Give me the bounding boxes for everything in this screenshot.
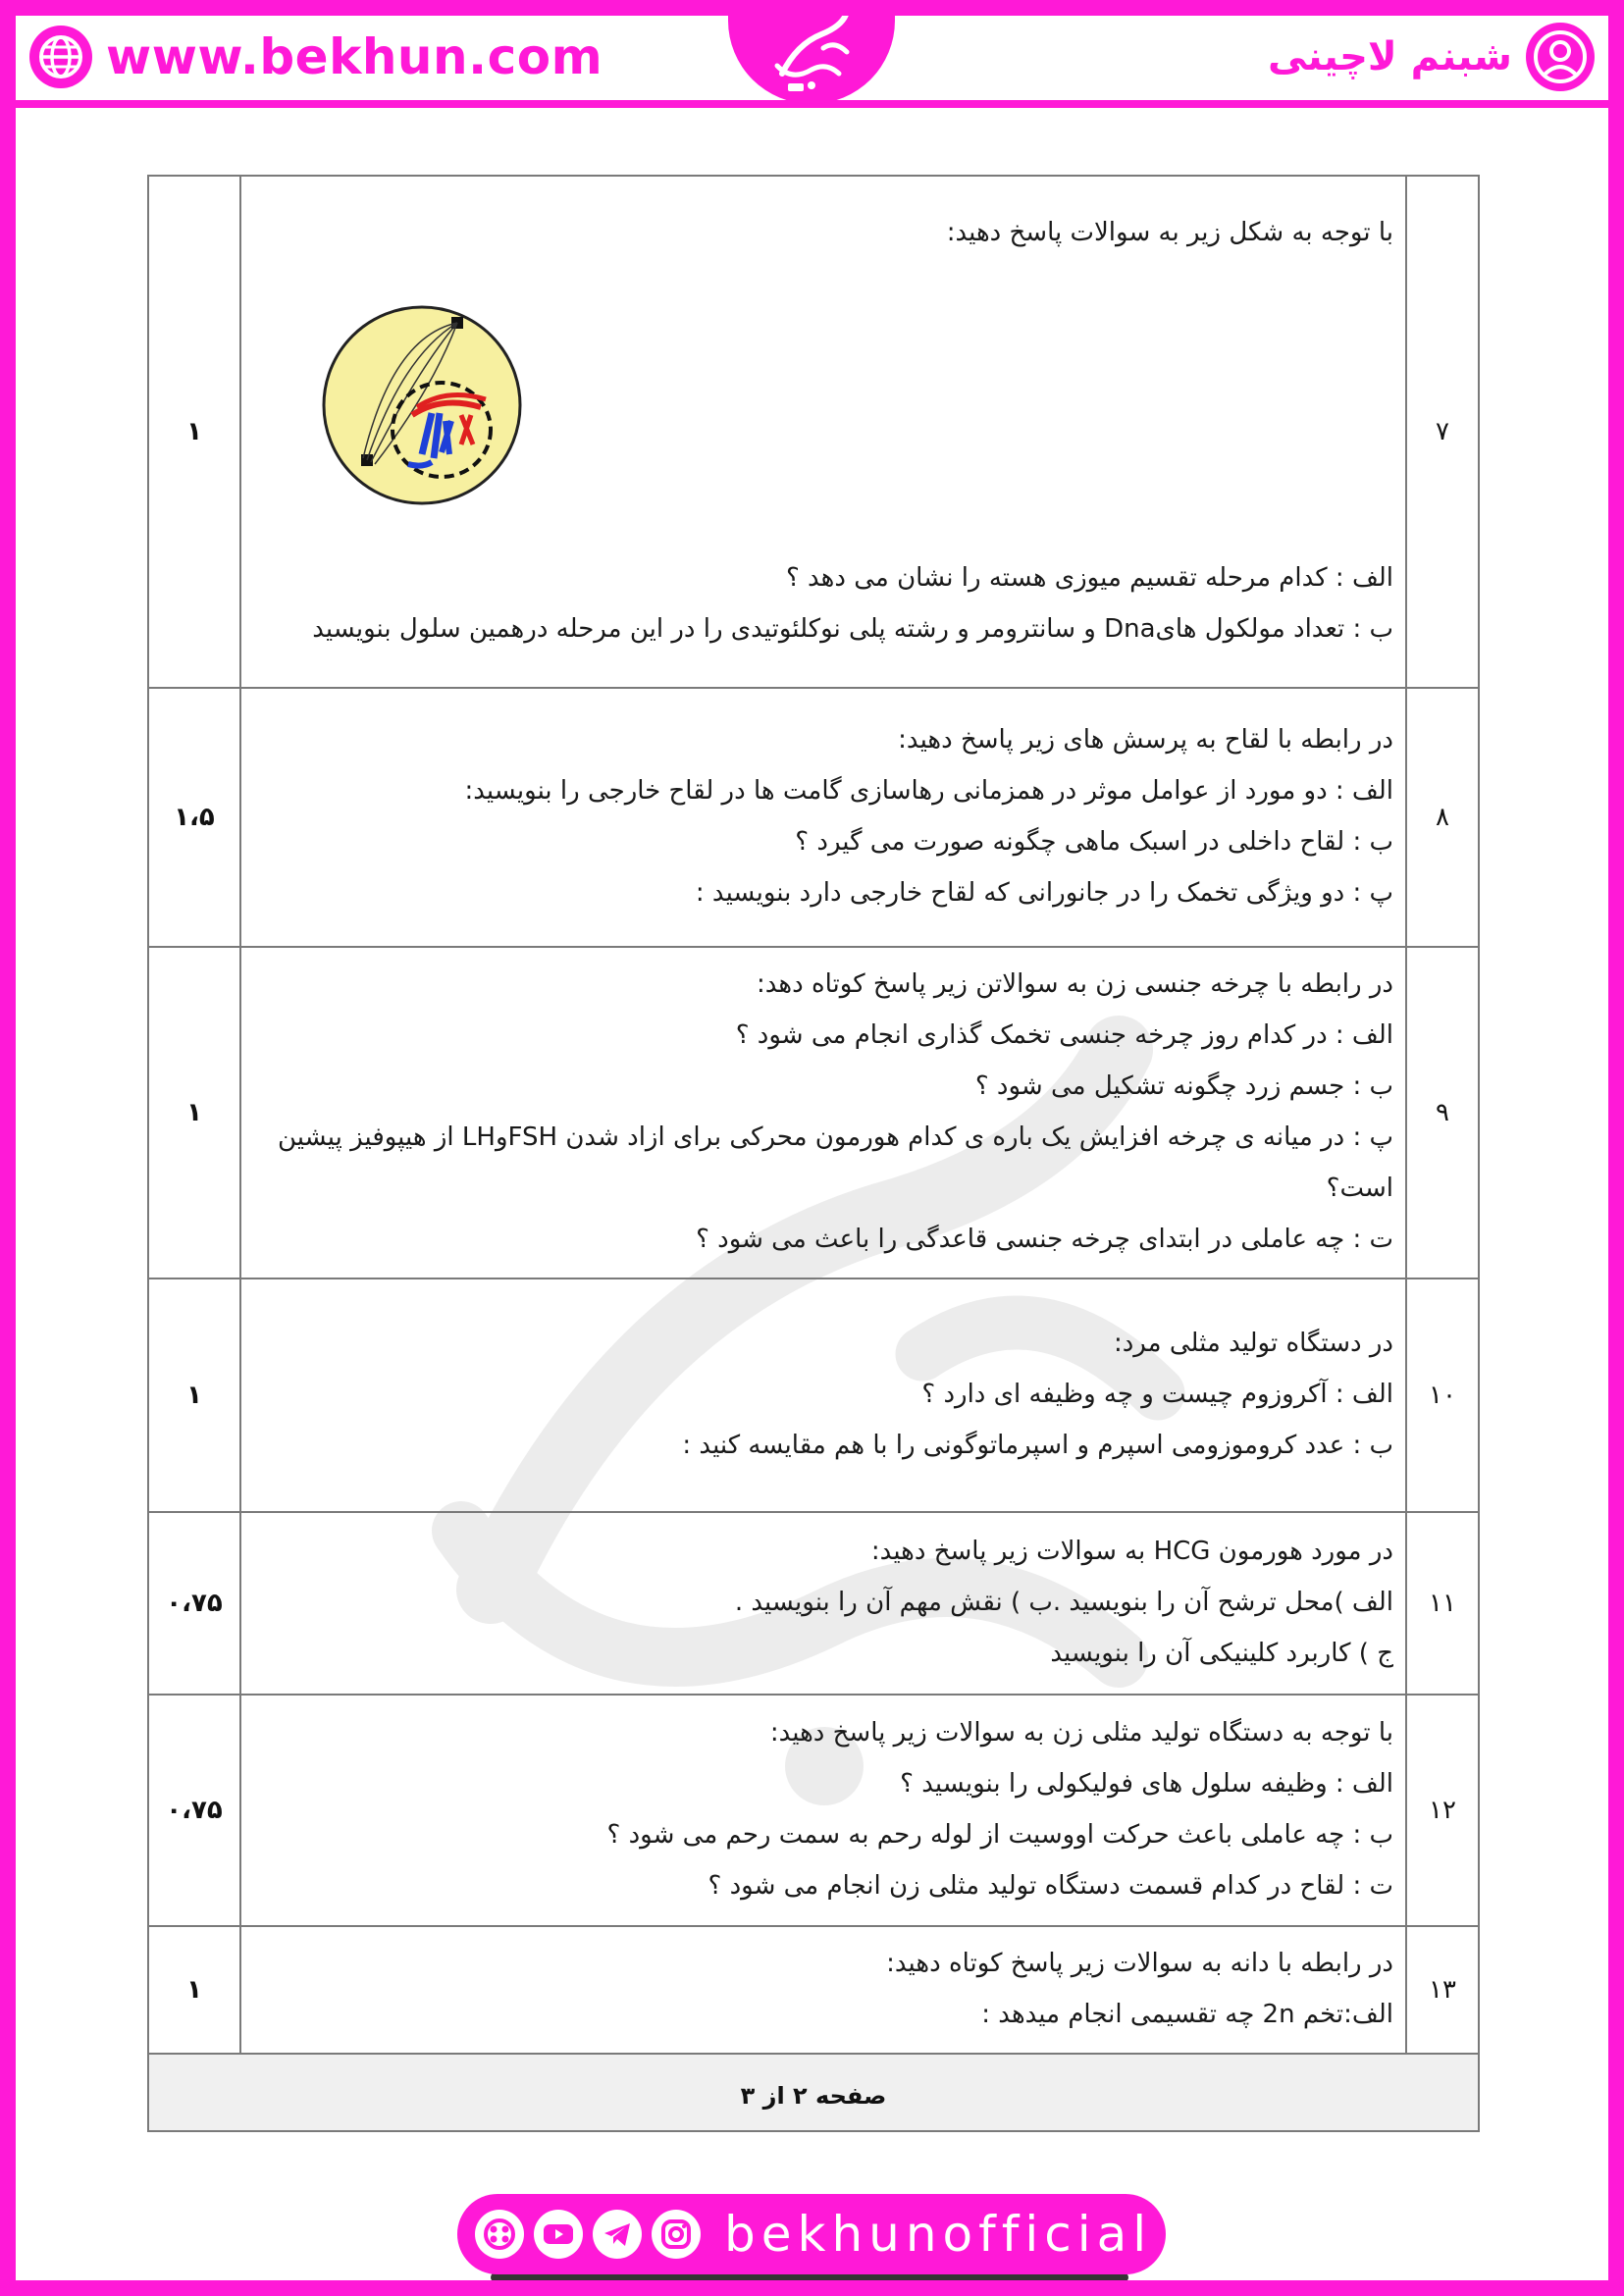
- question-line: پ : دو ویژگی تخمک را در جانورانی که لقاح خارجی دارد بنویسید :: [695, 878, 1393, 908]
- instagram-icon[interactable]: [652, 2210, 701, 2259]
- site-url: www.bekhun.com: [106, 28, 603, 85]
- question-line: در مورد هورمون HCG به سوالات زیر پاسخ دهید:: [870, 1537, 1393, 1566]
- question-row: [148, 1512, 1479, 1695]
- social-bar[interactable]: [457, 2194, 1166, 2274]
- question-score: ۱: [148, 176, 240, 688]
- author: [1268, 22, 1595, 92]
- question-number: ۱۰: [1406, 1278, 1479, 1512]
- question-text: [240, 1926, 1406, 2054]
- question-line: در رابطه با لقاح به پرسش های زیر پاسخ دهید:: [898, 725, 1393, 755]
- question-line: الف : وظیفه سلول های فولیکولی را بنویسید ؟: [900, 1769, 1393, 1799]
- exam-table: [147, 175, 1480, 2132]
- question-text: [240, 1512, 1406, 1695]
- question-line: ب : لقاح داخلی در اسبک ماهی چگونه صورت می گیرد ؟: [795, 827, 1393, 857]
- question-line: در رابطه با چرخه جنسی زن به سوالاتن زیر پاسخ کوتاه دهد:: [757, 969, 1393, 999]
- question-line: الف : کدام مرحله تقسیم میوزی هسته را نشان می دهد ؟: [785, 563, 1393, 593]
- question-number: ۱۳: [1406, 1926, 1479, 2054]
- question-line: الف:تخم 2n چه تقسیمی انجام میدهد :: [981, 2000, 1393, 2029]
- social-handle: bekhunofficial: [724, 2206, 1153, 2263]
- question-line: در دستگاه تولید مثلی مرد:: [1113, 1329, 1393, 1358]
- question-line: ب : چه عاملی باعث حرکت اووسیت از لوله رحم به سمت رحم می شود ؟: [606, 1820, 1393, 1850]
- question-row: [148, 688, 1479, 947]
- question-line: الف : آکروزوم چیست و چه وظیفه ای دارد ؟: [921, 1380, 1393, 1409]
- question-text: [240, 1278, 1406, 1512]
- brand-logo: [728, 0, 895, 104]
- question-line: ت : چه عاملی در ابتدای چرخه جنسی قاعدگی را باعث می شود ؟: [696, 1225, 1393, 1254]
- globe-icon: [29, 26, 92, 88]
- question-row: [148, 947, 1479, 1278]
- page-footer-row: [148, 2054, 1479, 2131]
- question-line: ب : عدد کروموزومی اسپرم و اسپرماتوگونی را با هم مقایسه کنید :: [682, 1431, 1393, 1460]
- question-row: [148, 1695, 1479, 1926]
- question-score: ۱: [148, 1926, 240, 2054]
- meiosis-cell-figure: [253, 258, 1393, 552]
- question-score: ۱،۵: [148, 688, 240, 947]
- question-number: ۱۱: [1406, 1512, 1479, 1695]
- site-link[interactable]: [29, 26, 602, 88]
- author-name: شبنم لاچینی: [1267, 34, 1512, 79]
- question-line: با توجه به دستگاه تولید مثلی زن به سوالات زیر پاسخ دهید:: [769, 1718, 1393, 1748]
- question-text: [240, 176, 1406, 688]
- youtube-icon[interactable]: [534, 2210, 583, 2259]
- user-icon: [1526, 23, 1595, 91]
- question-line: الف : در کدام روز چرخه جنسی تخمک گذاری انجام می شود ؟: [735, 1020, 1393, 1050]
- page-number: صفحه ۲ از ۳: [148, 2054, 1479, 2131]
- question-number: ۸: [1406, 688, 1479, 947]
- question-line: ب : جسم زرد چگونه تشکیل می شود ؟: [974, 1071, 1393, 1101]
- question-line: الف : دو مورد از عوامل موثر در همزمانی رهاسازی گامت ها در لقاح خارجی را بنویسید:: [464, 776, 1393, 806]
- question-line: الف )محل ترشح آن را بنویسید .ب ) نقش مهم آن را بنویسید .: [734, 1588, 1393, 1617]
- question-line: ج ) کاربرد کلینیکی آن را بنویسید: [1050, 1639, 1393, 1668]
- question-number: ۷: [1406, 176, 1479, 688]
- question-line: در رابطه با دانه به سوالات زیر پاسخ کوتاه دهید:: [886, 1949, 1393, 1978]
- question-score: ۰،۷۵: [148, 1512, 240, 1695]
- question-text: [240, 947, 1406, 1278]
- question-line: ب : تعداد مولکول هایDna و سانترومر و رشته پلی نوکلئوتیدی را در این مرحله درهمین سلول بنویسید: [312, 614, 1393, 644]
- question-text: [240, 1695, 1406, 1926]
- aparat-icon[interactable]: [475, 2210, 524, 2259]
- question-line: ت : لقاح در کدام قسمت دستگاه تولید مثلی زن انجام می شود ؟: [707, 1871, 1393, 1901]
- question-row: [148, 1926, 1479, 2054]
- question-row: [148, 1278, 1479, 1512]
- question-text: [240, 688, 1406, 947]
- telegram-icon[interactable]: [593, 2210, 642, 2259]
- question-score: ۰،۷۵: [148, 1695, 240, 1926]
- question-score: ۱: [148, 947, 240, 1278]
- question-line: با توجه به شکل زیر به سوالات پاسخ دهید:: [946, 218, 1393, 247]
- question-number: ۹: [1406, 947, 1479, 1278]
- question-line: پ : در میانه ی چرخه افزایش یک باره ی کدام هورمون محرکی برای ازاد شدن FSHوLH از هیپوفیز پیشین است؟: [277, 1122, 1393, 1203]
- question-row: [148, 176, 1479, 688]
- question-number: ۱۲: [1406, 1695, 1479, 1926]
- question-score: ۱: [148, 1278, 240, 1512]
